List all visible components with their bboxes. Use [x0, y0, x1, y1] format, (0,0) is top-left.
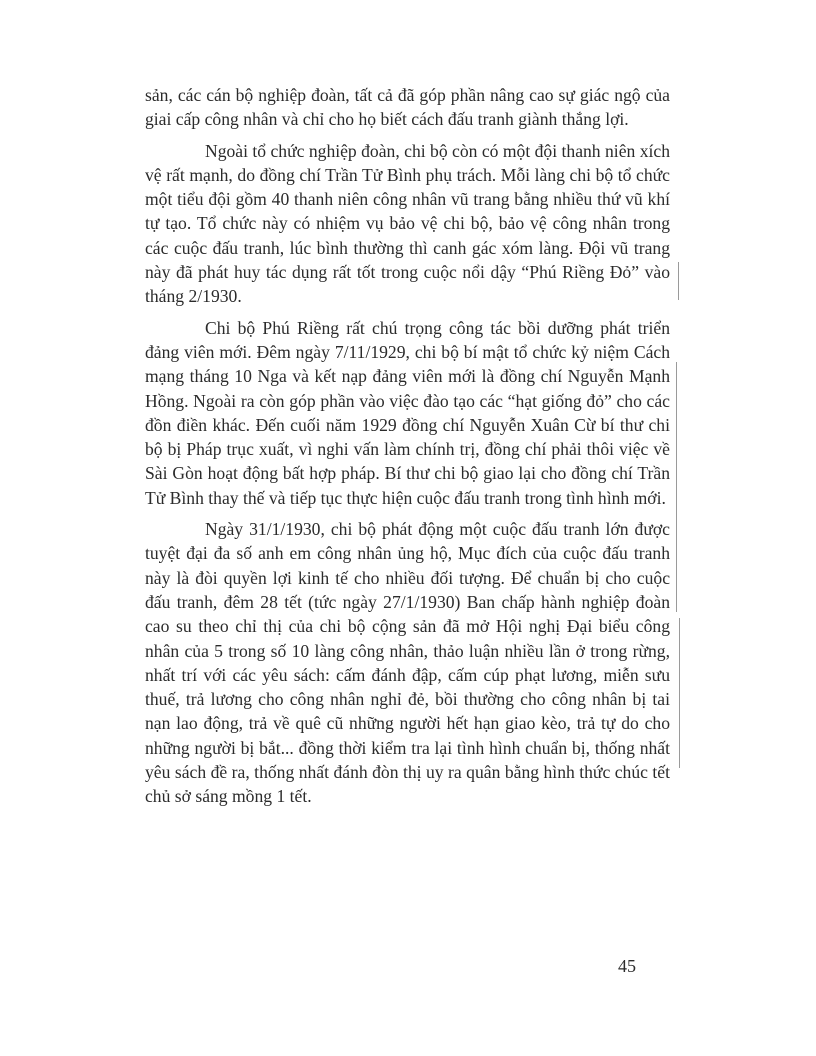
paragraph-4: Ngày 31/1/1930, chi bộ phát động một cuộc đấu tranh lớn được tuyệt đại đa số anh em công nhân ủng hộ, Mục đích của cuộc đấu tranh này là đòi quyền lợi kinh tế cho nhiều đối tượng. Để chuẩn bị cho cuộc đấu tranh, đêm 28 tết (tức ngày 27/1/1930) Ban chấp hành nghiệp đoàn cao su theo chỉ thị của chi bộ cộng sản đã mở Hội nghị Đại biểu công nhân của 5 trong số 10 làng công nhân, thảo luận nhiều lần ở trong rừng, nhất trí với các yêu sách: cấm đánh đập, cấm cúp phạt lương, miễn sưu thuế, trả lương cho công nhân nghỉ đẻ, bồi thường cho công nhân bị tai nạn lao động, trả về quê cũ những người hết hạn giao kèo, trả tự do cho những người bị bắt... đồng thời kiểm tra lại tình hình chuẩn bị, thống nhất yêu sách đề ra, thống nhất đánh đòn thị uy ra quân bằng hình thức chúc tết chủ sở sáng mồng 1 tết.	[145, 519, 670, 807]
paragraph-2: Ngoài tổ chức nghiệp đoàn, chi bộ còn có một đội thanh niên xích vệ rất mạnh, do đồng chí Trần Tử Bình phụ trách. Mỗi làng chi bộ tổ chức một tiểu đội gồm 40 thanh niên công nhân vũ trang bằng nhiều thứ vũ khí tự tạo. Tổ chức này có nhiệm vụ bảo vệ chi bộ, bảo vệ công nhân trong các cuộc đấu tranh, lúc bình thường thì canh gác xóm làng. Đội vũ trang này đã phát huy tác dụng rất tốt trong cuộc nổi dậy “Phú Riềng Đỏ” vào tháng 2/1930.	[145, 140, 670, 307]
body-text	[145, 83, 670, 816]
margin-mark-1	[678, 262, 679, 300]
paragraph-1: sản, các cán bộ nghiệp đoàn, tất cả đã góp phần nâng cao sự giác ngộ của giai cấp công nhân và chỉ cho họ biết cách đấu tranh giành thắng lợi.	[145, 85, 670, 130]
margin-mark-3	[679, 618, 680, 768]
margin-mark-2	[676, 362, 677, 612]
page-number: 45	[618, 956, 636, 976]
paragraph-3: Chi bộ Phú Riềng rất chú trọng công tác bồi dưỡng phát triển đảng viên mới. Đêm ngày 7/11/1929, chi bộ bí mật tổ chức kỷ niệm Cách mạng tháng 10 Nga và kết nạp đảng viên mới là đồng chí Nguyễn Mạnh Hồng. Ngoài ra còn góp phần vào việc đào tạo các “hạt giống đỏ” cho các đồn điền khác. Đến cuối năm 1929 đồng chí Nguyễn Xuân Cừ bí thư chi bộ bị Pháp trục xuất, vì nghi vấn làm chính trị, đồng chí phải thôi việc về Sài Gòn hoạt động bất hợp pháp. Bí thư chi bộ giao lại cho đồng chí Trần Tử Bình thay thế và tiếp tục thực hiện cuộc đấu tranh trong tình hình mới.	[145, 317, 670, 508]
